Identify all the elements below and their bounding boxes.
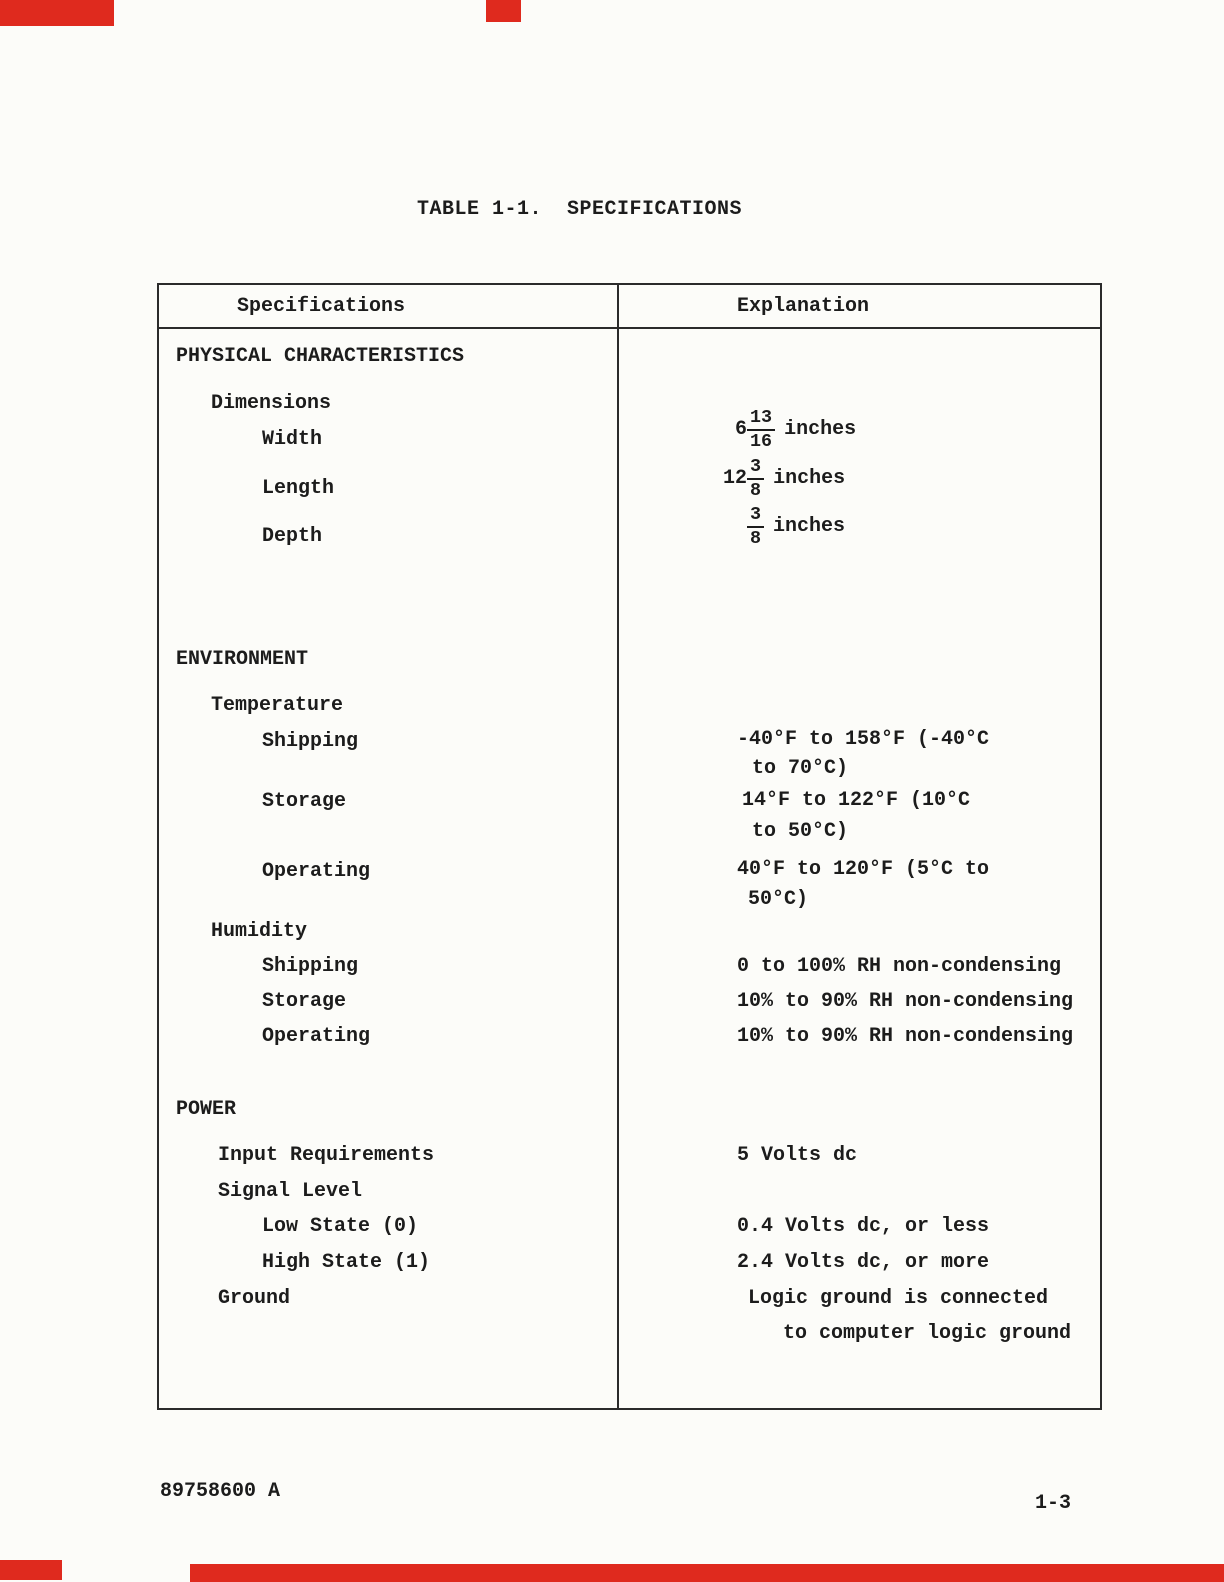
row-label-depth: Depth <box>262 525 323 548</box>
row-label-high-state: High State (1) <box>262 1251 431 1274</box>
section-heading-power: POWER <box>176 1098 237 1121</box>
row-label-hum-shipping: Shipping <box>262 955 359 978</box>
depth-unit: inches <box>773 515 846 539</box>
scan-mark-top-center <box>486 0 521 22</box>
row-value-temp-storage-line2: to 50°C) <box>752 820 849 843</box>
row-value-input-requirements: 5 Volts dc <box>737 1144 858 1167</box>
scan-mark-top-left <box>0 0 114 26</box>
length-fraction-numerator: 3 <box>750 456 762 477</box>
width-fraction-numerator: 13 <box>750 407 773 428</box>
length-whole: 12 <box>723 467 748 491</box>
section-heading-environment: ENVIRONMENT <box>176 648 309 671</box>
row-label-dimensions: Dimensions <box>211 392 332 415</box>
width-unit: inches <box>784 418 857 442</box>
footer-document-number: 89758600 A <box>160 1480 281 1503</box>
row-label-temp-shipping: Shipping <box>262 730 359 753</box>
row-value-ground-line1: Logic ground is connected <box>748 1287 1049 1310</box>
length-fraction-denominator: 8 <box>747 478 764 500</box>
specifications-table <box>157 283 1102 1410</box>
row-label-temp-operating: Operating <box>262 860 371 883</box>
row-label-width: Width <box>262 428 323 451</box>
width-whole: 6 <box>735 418 748 442</box>
scan-mark-bottom-left <box>0 1560 62 1580</box>
depth-fraction-denominator: 8 <box>747 526 764 548</box>
table-title: TABLE 1-1. SPECIFICATIONS <box>417 198 743 221</box>
row-value-temp-shipping-line2: to 70°C) <box>752 757 849 780</box>
row-label-ground: Ground <box>218 1287 291 1310</box>
row-value-ground-line2: to computer logic ground <box>783 1322 1072 1345</box>
length-fraction <box>747 458 764 501</box>
row-label-temp-storage: Storage <box>262 790 347 813</box>
row-value-width <box>735 409 856 452</box>
row-value-temp-operating-line2: 50°C) <box>748 888 809 911</box>
column-header-explanation: Explanation <box>737 295 870 318</box>
length-unit: inches <box>773 467 846 491</box>
row-value-hum-operating: 10% to 90% RH non-condensing <box>737 1025 1074 1048</box>
row-label-hum-storage: Storage <box>262 990 347 1013</box>
column-header-specifications: Specifications <box>237 295 406 318</box>
row-value-temp-storage-line1: 14°F to 122°F (10°C <box>742 789 971 812</box>
row-label-humidity: Humidity <box>211 920 308 943</box>
row-label-signal-level: Signal Level <box>218 1180 363 1203</box>
row-value-hum-storage: 10% to 90% RH non-condensing <box>737 990 1074 1013</box>
row-value-depth <box>747 506 845 549</box>
row-value-hum-shipping: 0 to 100% RH non-condensing <box>737 955 1062 978</box>
header-divider <box>159 327 1100 329</box>
row-label-hum-operating: Operating <box>262 1025 371 1048</box>
row-label-input-requirements: Input Requirements <box>218 1144 435 1167</box>
row-label-temperature: Temperature <box>211 694 344 717</box>
row-value-low-state: 0.4 Volts dc, or less <box>737 1215 990 1238</box>
section-heading-physical: PHYSICAL CHARACTERISTICS <box>176 345 465 368</box>
row-value-temp-operating-line1: 40°F to 120°F (5°C to <box>737 858 990 881</box>
row-label-low-state: Low State (0) <box>262 1215 419 1238</box>
width-fraction <box>747 409 775 452</box>
depth-fraction <box>747 506 764 549</box>
column-divider <box>617 285 619 1408</box>
depth-fraction-numerator: 3 <box>750 504 762 525</box>
width-fraction-denominator: 16 <box>747 429 775 451</box>
scan-mark-bottom-bar <box>190 1564 1224 1582</box>
row-value-temp-shipping-line1: -40°F to 158°F (-40°C <box>737 728 990 751</box>
row-value-high-state: 2.4 Volts dc, or more <box>737 1251 990 1274</box>
row-label-length: Length <box>262 477 335 500</box>
footer-page-number: 1-3 <box>1035 1492 1072 1515</box>
row-value-length <box>723 458 845 501</box>
